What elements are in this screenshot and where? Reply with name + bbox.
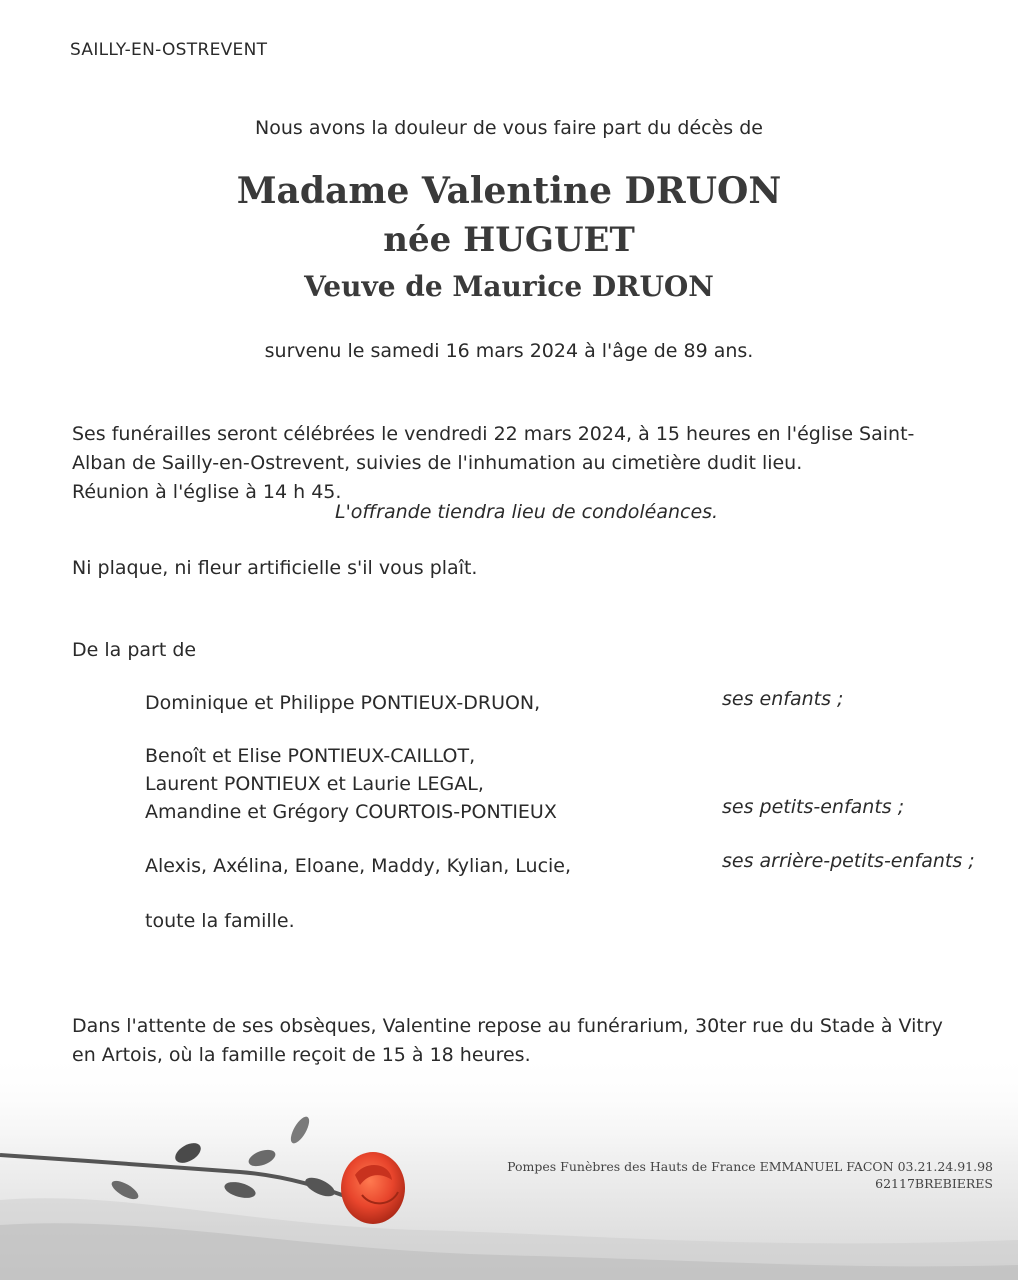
grandchildren-list bbox=[145, 742, 557, 826]
widow-of: Veuve de Maurice DRUON bbox=[304, 270, 714, 303]
grandchild-entry: Amandine et Grégory COURTOIS-PONTIEUX bbox=[145, 801, 557, 823]
grandchild-entry: Laurent PONTIEUX et Laurie LEGAL, bbox=[145, 773, 484, 795]
flowers-note: Ni plaque, ni fleur artificielle s'il vous plaît. bbox=[72, 557, 478, 579]
great-grandchildren-relation: ses arrière-petits-enfants ; bbox=[722, 850, 975, 872]
whole-family: toute la famille. bbox=[145, 910, 295, 932]
children-relation: ses enfants ; bbox=[722, 688, 844, 710]
maiden-name: née HUGUET bbox=[383, 220, 635, 260]
funeral-details bbox=[72, 420, 952, 507]
death-date: survenu le samedi 16 mars 2024 à l'âge de 89 ans. bbox=[264, 340, 754, 362]
offering-note: L'offrande tiendra lieu de condoléances. bbox=[335, 501, 719, 523]
grandchild-entry: Benoît et Elise PONTIEUX-CAILLOT, bbox=[145, 745, 476, 767]
funeral-home-name: Pompes Funèbres des Hauts de France EMMANUEL FACON 03.21.24.91.98 bbox=[507, 1159, 993, 1174]
grandchildren-relation: ses petits-enfants ; bbox=[722, 796, 905, 818]
meeting-time: Réunion à l'église à 14 h 45. bbox=[72, 481, 342, 503]
family-intro: De la part de bbox=[72, 639, 197, 661]
deceased-name: Madame Valentine DRUON bbox=[236, 170, 782, 212]
funeral-home-footer bbox=[507, 1158, 993, 1192]
great-grandchildren-names: Alexis, Axélina, Eloane, Maddy, Kylian, Lucie, bbox=[145, 855, 572, 877]
children-names: Dominique et Philippe PONTIEUX-DRUON, bbox=[145, 692, 541, 714]
intro-text: Nous avons la douleur de vous faire part du décès de bbox=[255, 117, 763, 139]
funeral-home-city: 62117BREBIERES bbox=[875, 1176, 993, 1191]
town-name: SAILLY-EN-OSTREVENT bbox=[70, 40, 268, 60]
funeral-text: Ses funérailles seront célébrées le vendredi 22 mars 2024, à 15 heures en l'église Saint-Alban de Sailly-en-Ostrevent, suivies de l'inhumation au cimetière dudit lieu. bbox=[72, 423, 915, 474]
closing-text: Dans l'attente de ses obsèques, Valentine repose au funérarium, 30ter rue du Stade à Vitry en Artois, où la famille reçoit de 15 à 18 heures. bbox=[72, 1015, 943, 1066]
